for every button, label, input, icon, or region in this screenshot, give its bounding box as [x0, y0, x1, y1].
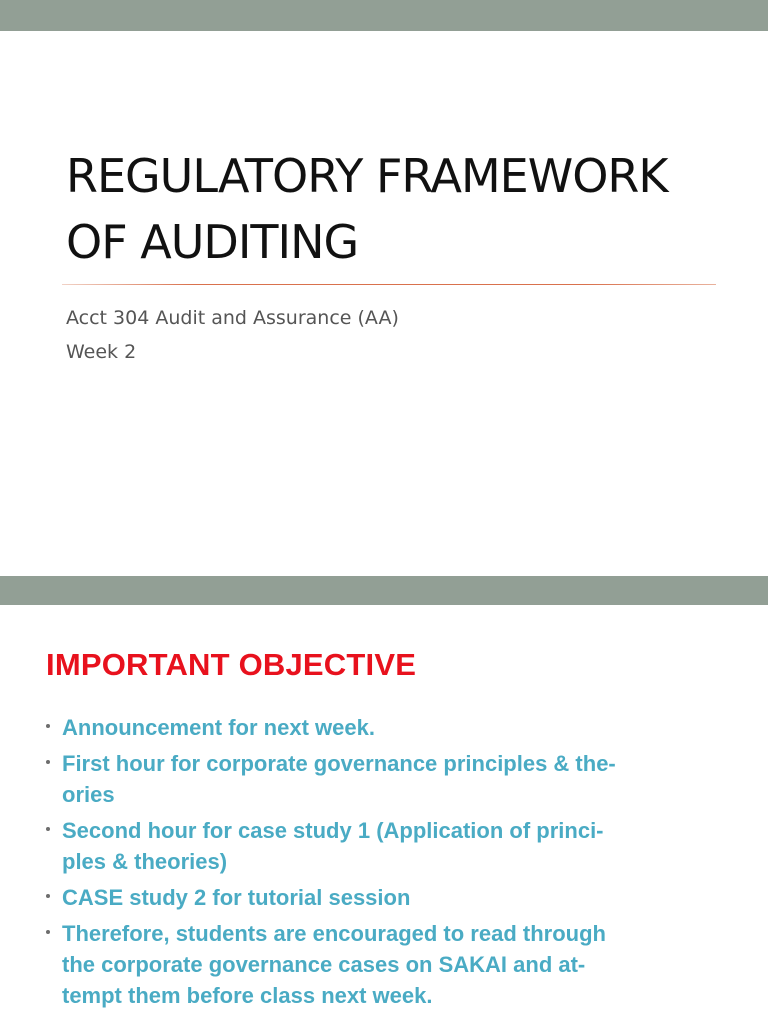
objective-slide	[0, 576, 768, 1024]
bullet-list	[46, 712, 726, 1016]
slide-title-line: REGULATORY FRAMEWORK	[66, 149, 668, 203]
bullet-dot-icon	[46, 827, 50, 831]
slide-top-bar	[0, 0, 768, 31]
bullet-line: Therefore, students are encouraged to read through	[62, 921, 606, 946]
slide-heading: IMPORTANT OBJECTIVE	[46, 647, 417, 682]
subtitle-line: Week 2	[66, 341, 137, 363]
bullet-line: tempt them before class next week.	[62, 983, 433, 1008]
bullet-item	[46, 748, 726, 810]
bullet-line: Second hour for case study 1 (Application of princi-	[62, 818, 604, 843]
bullet-line: the corporate governance cases on SAKAI and at-	[62, 952, 586, 977]
bullet-dot-icon	[46, 894, 50, 898]
subtitle-line: Acct 304 Audit and Assurance (AA)	[66, 307, 399, 329]
bullet-item	[46, 712, 726, 743]
bullet-item	[46, 918, 726, 1011]
bullet-line: CASE study 2 for tutorial session	[62, 885, 411, 910]
bullet-dot-icon	[46, 760, 50, 764]
bullet-item	[46, 882, 726, 913]
bullet-line: First hour for corporate governance principles & the-	[62, 751, 616, 776]
bullet-line: ories	[62, 782, 115, 807]
slide-top-bar	[0, 576, 768, 605]
bullet-line: ples & theories)	[62, 849, 228, 874]
title-divider	[62, 284, 716, 285]
bullet-dot-icon	[46, 724, 50, 728]
slide-subtitle	[66, 301, 399, 369]
slide-title	[66, 143, 746, 275]
bullet-line: Announcement for next week.	[62, 715, 375, 740]
bullet-dot-icon	[46, 930, 50, 934]
bullet-item	[46, 815, 726, 877]
slide-title-line: OF AUDITING	[66, 215, 359, 269]
